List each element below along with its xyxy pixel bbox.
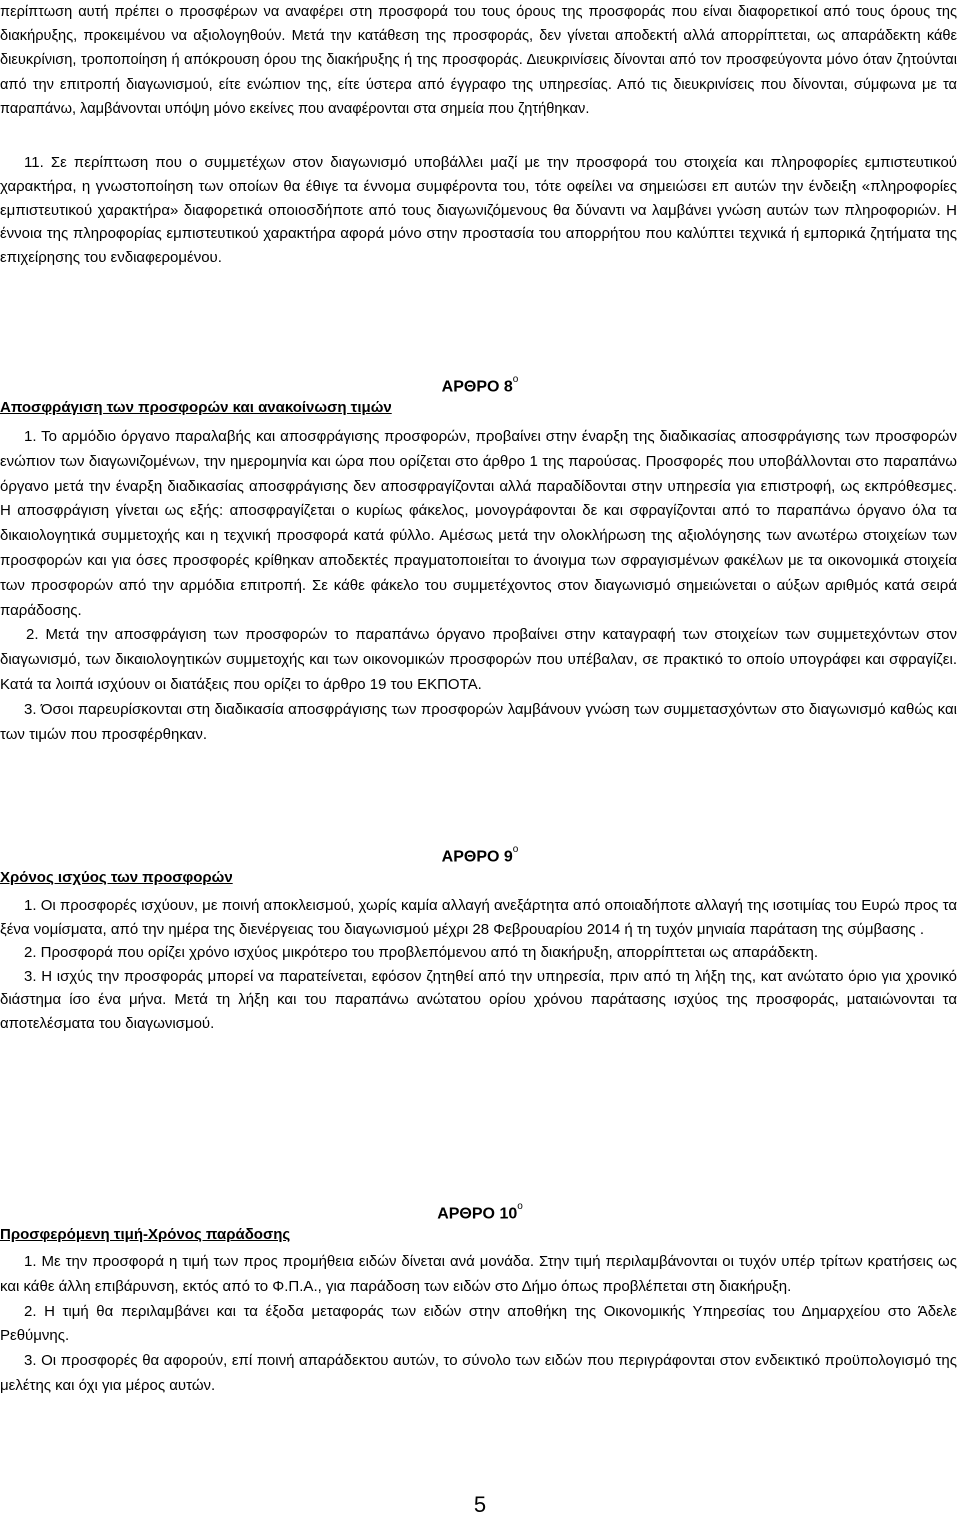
article-9-heading [0, 842, 960, 869]
article-9-title: Χρόνος ισχύος των προσφορών [0, 869, 233, 886]
article-9-heading-sup: ο [512, 844, 519, 855]
article-10-title: Προσφερόμενη τιμή-Χρόνος παράδοσης [0, 1226, 291, 1243]
article-8-body [0, 425, 957, 747]
article-8-heading-text: ΑΡΘΡΟ 8 [441, 378, 513, 396]
article-8-item-2: 2. Μετά την αποσφράγιση των προσφορών το παραπάνω όργανο προβαίνει στην καταγραφή των στοιχείων των συμμετεχόντων στον διαγωνισμό, των δικαιολογητικών συμμετοχής και των οικονομικών προσφορών που υπέβαλαν, σε πρακτικό το οποίο υπογράφει και σφραγίζει. Κατά τα λοιπά ισχύουν οι διατάξεις που ορίζει το άρθρο 19 του ΕΚΠΟΤΑ. [0, 626, 957, 693]
article-10-heading [0, 1199, 960, 1226]
paragraph-11-block [0, 151, 957, 270]
article-9-item-3: 3. Η ισχύς την προσφοράς μπορεί να παρατείνεται, εφόσον ζητηθεί από την υπηρεσία, πριν από τη λήξη της, κατ ανώτατο όριο για χρονικό διάστημα ίσο ένα μήνα. Μετά τη λήξη και του παραπάνω ανώτατου ορίου χρόνου παράτασης ισχύος της προσφοράς, ματαιώνονται τα αποτελέσματα του διαγωνισμού. [0, 967, 957, 1032]
article-9-item-1: 1. Οι προσφορές ισχύουν, με ποινή αποκλεισμού, χωρίς καμία αλλαγή ανεξάρτητα από οποιαδήποτε αλλαγή της ισοτιμίας του Ευρώ προς τα ξένα νομίσματα, από την ημέρα της διενέργειας του διαγωνισμού μέχρι 28 Φεβρουαρίου 2014 ή τη τυχόν μηνιαία παράταση της σύμβασης . [0, 897, 957, 938]
article-8-heading-sup: ο [512, 374, 519, 385]
article-8-item-1: 1. Το αρμόδιο όργανο παραλαβής και αποσφράγισης προσφορών, προβαίνει στην έναρξη της διαδικασίας αποσφράγισης των προσφορών ενώπιον των διαγωνιζομένων, την ημερομηνία και ώρα που ορίζεται στο άρθρο 1 της παρούσας. Προσφορές που υποβάλλονται στο παραπάνω όργανο μετά την έναρξη διαδικασίας αποσφράγισης δεν αποσφραγίζονται αλλά παραδίδονται στην υπηρεσία για επιστροφή, ως εκπρόθεσμες. Η αποσφράγιση γίνεται ως εξής: αποσφραγίζεται ο κυρίως φάκελος, μονογράφονται δε και σφραγίζονται από το παραπάνω όργανο όλα τα δικαιολογητικά συμμετοχής και η τεχνική προσφορά κατά φύλλο. Αμέσως μετά την ολοκλήρωση της αξιολόγησης των ανωτέρω στοιχείων των προσφορών και για όσες προσφορές κρίθηκαν αποδεκτές πραγματοποιείται το άνοιγμα των σφραγισμένων φακέλων με τα οικονομικά στοιχεία των προσφορών από την αρμόδια επιτροπή. Σε κάθε φάκελο του συμμετέχοντος στον διαγωνισμό σημειώνεται ο αύξων αριθμός κατά σειρά παράδοσης. [0, 428, 957, 619]
article-10-body [0, 1250, 957, 1399]
article-9-body [0, 894, 957, 1036]
article-10-heading-sup: ο [517, 1201, 523, 1212]
page-number: 5 [473, 1492, 487, 1517]
article-10-item-2: 2. Η τιμή θα περιλαμβάνει και τα έξοδα μεταφοράς των ειδών στην αποθήκη της Οικονομικής Υπηρεσίας του Δημαρχείου στο Άδελε Ρεθύμνης. [0, 1302, 957, 1345]
intro-block [0, 0, 957, 121]
article-8-item-3: 3. Όσοι παρευρίσκονται στη διαδικασία αποσφράγισης των προσφορών λαμβάνουν γνώση των συμμετασχόντων στο διαγωνισμό καθώς και των τιμών που προσφέρθηκαν. [0, 700, 957, 743]
paragraph-11: 11. Σε περίπτωση που ο συμμετέχων στον διαγωνισμό υποβάλλει μαζί με την προσφορά του στοιχεία και πληροφορίες εμπιστευτικού χαρακτήρα, η γνωστοποίηση των οποίων θα έθιγε τα έννομα συμφέροντα του, τότε οφείλει να σημειώσει επ αυτών την ένδειξη «πληροφορίες εμπιστευτικού χαρακτήρα» διαφορετικά οποιοσδήποτε από τους διαγωνιζόμενους θα δύναντι να λαμβάνει γνώση αυτών των πληροφοριών. Η έννοια της πληροφορίας εμπιστευτικού χαρακτήρα αφορά μόνο στην προστασία του απορρήτου που καλύπτει τεχνικά ή εμπορικά ζητήματα της επιχείρησης του ενδιαφερομένου. [0, 154, 957, 267]
article-10-item-3: 3. Οι προσφορές θα αφορούν, επί ποινή απαράδεκτου αυτών, το σύνολο των ειδών που περιγράφονται στον ενδεικτικό προϋπολογισμό της μελέτης και όχι για μέρος αυτών. [0, 1352, 957, 1394]
article-10-heading-text: ΑΡΘΡΟ 10 [437, 1205, 518, 1223]
article-10-item-1: 1. Με την προσφορά η τιμή των προς προμήθεια ειδών δίνεται ανά μονάδα. Στην τιμή περιλαμβάνονται οι τυχόν υπέρ τρίτων κρατήσεις ως και κάθε άλλη επιβάρυνση, εκτός από το Φ.Π.Α., για παράδοση των ειδών στο Δήμο όπως προβλέπεται στη διακήρυξη. [0, 1253, 957, 1295]
article-9-item-2: 2. Προσφορά που ορίζει χρόνο ισχύος μικρότερο του προβλεπόμενου από τη διακήρυξη, απορρίπτεται ως απαράδεκτη. [24, 944, 819, 962]
article-8-title: Αποσφράγιση των προσφορών και ανακοίνωση τιμών [0, 399, 392, 416]
article-9-heading-text: ΑΡΘΡΟ 9 [441, 848, 513, 866]
article-8-heading [0, 372, 960, 399]
intro-paragraph: περίπτωση αυτή πρέπει ο προσφέρων να αναφέρει στη προσφορά του τους όρους της προσφοράς που είναι διαφορετικοί από τους όρους της διακήρυξης, προκειμένου να αξιολογηθούν. Μετά την κατάθεση της προσφοράς, δεν γίνεται αποδεκτή αλλά απορρίπτεται, ως απαράδεκτη κάθε διευκρίνιση, τροποποίηση ή απόκρουση όρου της διακήρυξης ή της προσφοράς. Διευκρινίσεις δίνονται από τον προσφεύγοντα μόνο όταν ζητούνται από την επιτροπή διαγωνισμού, είτε ενώπιον της, είτε ύστερα από έγγραφο της υπηρεσίας. Από τις διευκρινίσεις που δίνονται, σύμφωνα με τα παραπάνω, λαμβάνονται υπόψη μόνο εκείνες που αναφέρονται στα σημεία που ζητήθηκαν. [0, 4, 957, 117]
